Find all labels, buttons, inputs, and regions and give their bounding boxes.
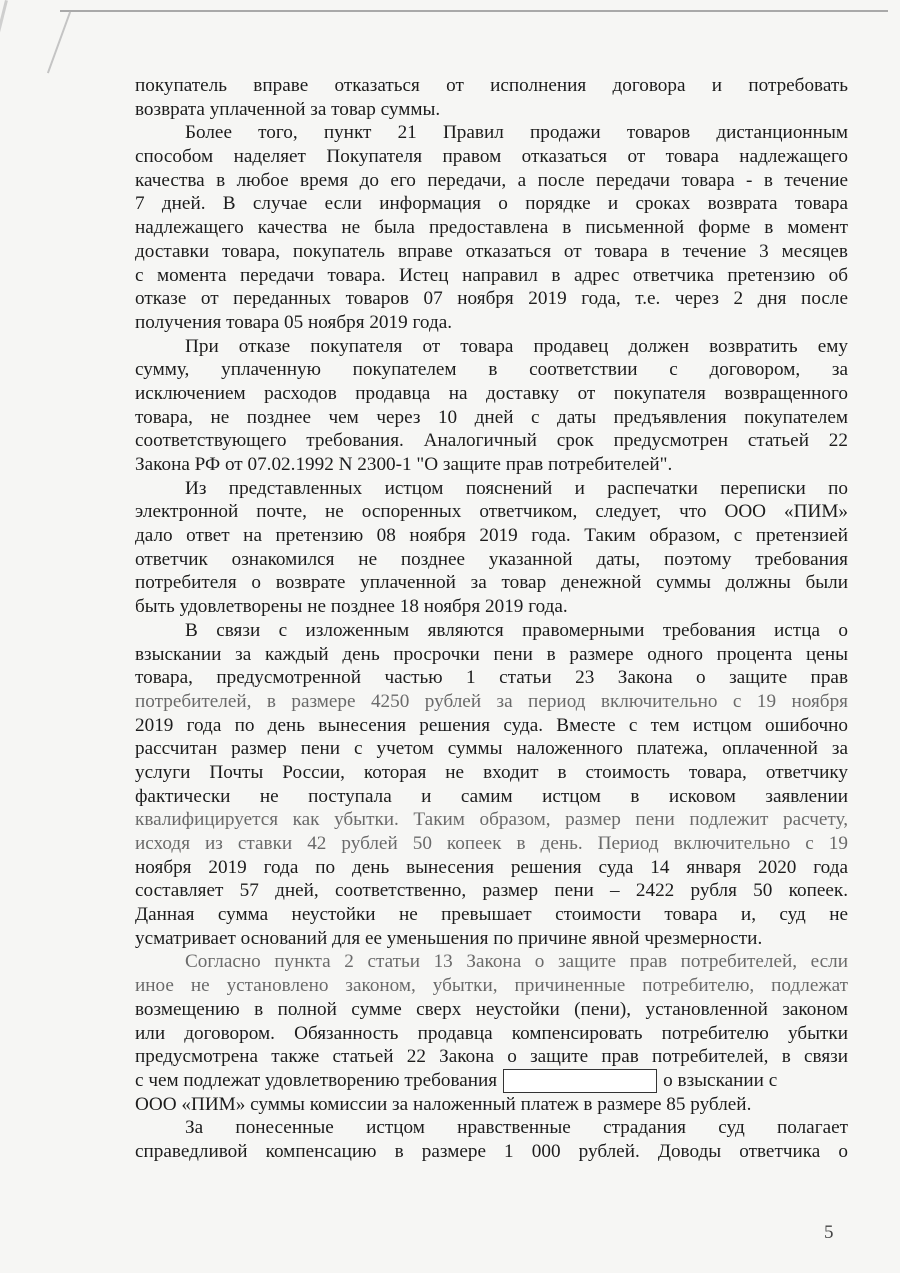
text-line: квалифицируется как убытки. Таким образом, размер пени подлежит расчету, [135,809,848,831]
text-line: возмещению в полной сумме сверх неустойки (пени), установленной законом [135,998,848,1020]
text-line: составляет 57 дней, соответственно, размер пени – 2422 рубля 50 копеек. [135,880,848,902]
text-line: рассчитан размер пени с учетом суммы наложенного платежа, оплаченной за [135,738,848,760]
paragraph-start: Из представленных истцом пояснений и распечатки переписки по [185,477,848,499]
text-line: товара, предусмотренной частью 1 статьи 23 Закона о защите прав [135,667,848,689]
text-line: исключением расходов продавца на доставку от покупателя возвращенного [135,382,848,404]
text-fragment: о взыскании с [663,1069,778,1091]
text-line: Закона РФ от 07.02.1992 N 2300-1 "О защите прав потребителей". [135,454,673,475]
text-fragment: с чем подлежат удовлетворению требования [135,1069,498,1091]
text-line: электронной почте, не оспоренных ответчиком, следует, что ООО «ПИМ» [135,501,848,523]
text-line: 2019 года по день вынесения решения суда. Вместе с тем истцом ошибочно [135,714,848,736]
text-line: отказе от переданных товаров 07 ноября 2019 года, т.е. через 2 дня после [135,288,848,310]
document-page [135,74,848,1164]
text-line: иное не установлено законом, убытки, причиненные потребителю, подлежат [135,975,848,997]
text-line: Данная сумма неустойки не превышает стоимости товара и, суд не [135,904,848,926]
text-line: усматривает оснований для ее уменьшения по причине явной чрезмерности. [135,927,763,949]
text-line-with-redaction [135,1069,848,1093]
paragraph-start: Согласно пункта 2 статьи 13 Закона о защите прав потребителей, если [185,951,848,973]
text-line: потребителя о возврате уплаченной за товар денежной суммы должны были [135,572,848,594]
text-line: справедливой компенсацию в размере 1 000 рублей. Доводы ответчика о [135,1140,848,1162]
text-line: ответчик ознакомился не позднее указанной даты, поэтому требования [135,548,848,570]
text-line: предусмотрена также статьей 22 Закона о защите прав потребителей, в связи [135,1046,848,1068]
text-line: ноября 2019 года по день вынесения решения суда 14 января 2020 года [135,856,848,878]
text-line: получения товара 05 ноября 2019 года. [135,311,453,333]
redacted-name-box [503,1069,657,1092]
text-line: качества в любое время до его передачи, а после передачи товара - в течение [135,169,848,191]
text-line: дало ответ на претензию 08 ноября 2019 года. Таким образом, с претензией [135,525,848,547]
text-line: потребителей, в размере 4250 рублей за период включительно с 19 ноября [135,690,848,712]
text-line: с момента передачи товара. Истец направил в адрес ответчика претензию об [135,264,848,286]
text-line: исходя из ставки 42 рублей 50 копеек в день. Период включительно с 19 [135,833,848,854]
text-line: ООО «ПИМ» суммы комиссии за наложенный платеж в размере 85 рублей. [135,1093,752,1115]
scan-fold-mark [0,0,8,146]
paragraph-start: В связи с изложенным являются правомерными требования истца о [185,619,848,641]
paragraph-start: Более того, пункт 21 Правил продажи товаров дистанционным [185,122,848,144]
scan-fold-mark [47,12,71,74]
paragraph-start: За понесенные истцом нравственные страдания суд полагает [185,1117,848,1139]
text-line: надлежащего качества не была предоставлена в письменной форме в момент [135,217,848,239]
page-number: 5 [824,1222,834,1243]
scan-top-edge [60,10,888,12]
text-line: 7 дней. В случае если информация о порядке и сроках возврата товара [135,193,848,215]
text-line: взыскании за каждый день просрочки пени в размере одного процента цены [135,643,848,665]
text-line: способом наделяет Покупателя правом отказаться от товара надлежащего [135,146,848,168]
text-line: фактически не поступала и самим истцом в исковом заявлении [135,785,848,807]
text-line: товара, не позднее чем через 10 дней с даты предъявления покупателем [135,406,848,428]
text-line: доставки товара, покупатель вправе отказаться от товара в течение 3 месяцев [135,240,848,262]
text-line: возврата уплаченной за товар суммы. [135,98,441,120]
text-line: соответствующего требования. Аналогичный срок предусмотрен статьей 22 [135,430,848,452]
text-line: покупатель вправе отказаться от исполнения договора и потребовать [135,75,848,96]
text-line: услуги Почты России, которая не входит в стоимость товара, ответчику [135,761,848,783]
text-line: сумму, уплаченную покупателем в соответствии с договором, за [135,359,848,381]
text-line: быть удовлетворены не позднее 18 ноября 2019 года. [135,596,568,618]
paragraph-start: При отказе покупателя от товара продавец должен возвратить ему [185,335,848,357]
text-line: или договором. Обязанность продавца компенсировать потребителю убытки [135,1022,848,1044]
